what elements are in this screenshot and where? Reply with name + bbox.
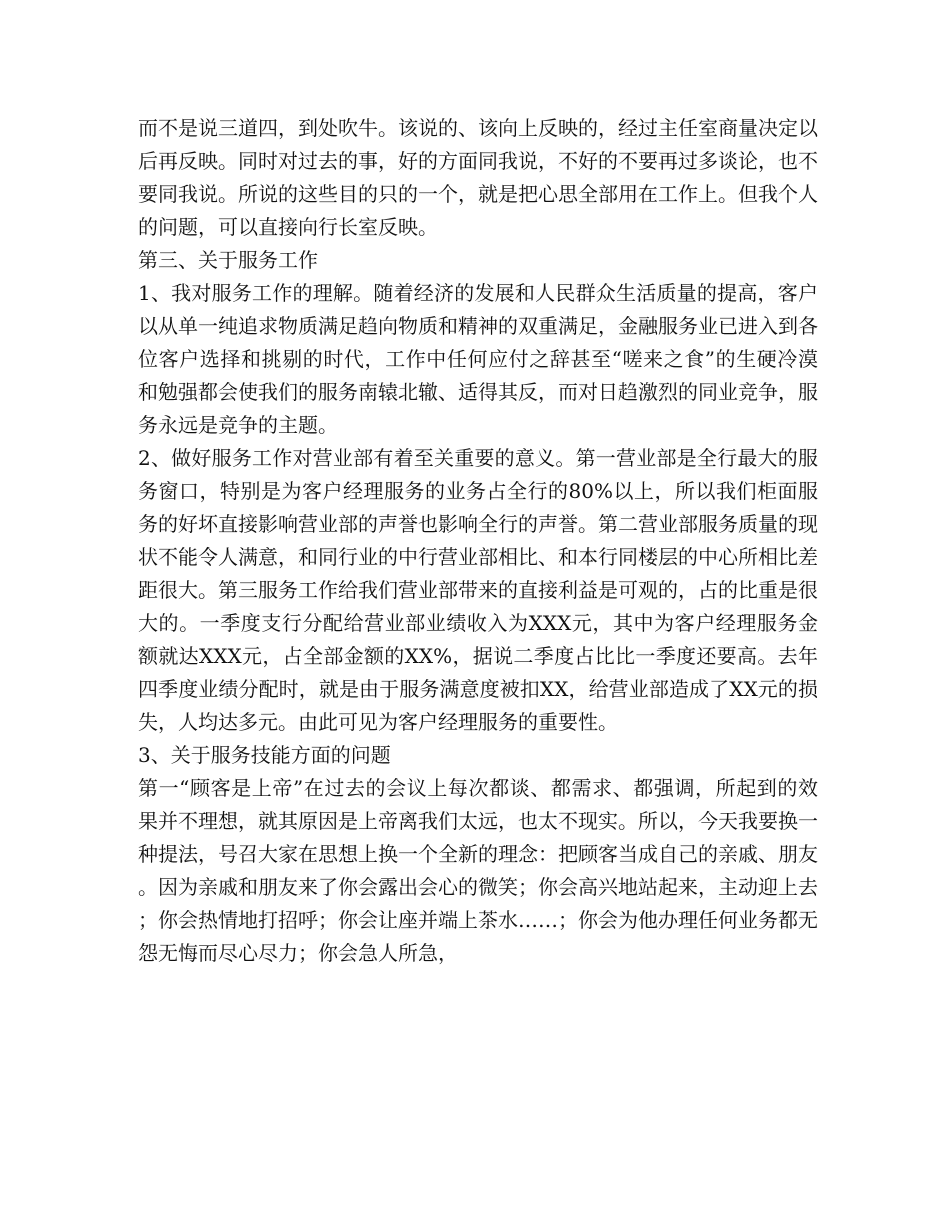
paragraph-intro-continuation: 而不是说三道四，到处吹牛。该说的、该向上反映的，经过主任室商量决定以后再反映。同时对过去的事，好的方面同我说，不好的不要再过多谈论，也不要同我说。所说的这些目的只的一个，就是把心思全部用在工作上。但我个人的问题，可以直接向行长室反映。: [138, 116, 818, 239]
paragraph-service-understanding: 1、我对服务工作的理解。随着经济的发展和人民群众生活质量的提高，客户以从单一纯追求物质满足趋向物质和精神的双重满足，金融服务业已进入到各位客户选择和挑剔的时代，工作中任何应付之辞甚至“嗟来之食”的生硬冷漠和勉强都会使我们的服务南辕北辙、适得其反，而对日趋激烈的同业竞争，服务永远是竞争的主题。: [138, 281, 818, 437]
document-page: [138, 112, 818, 970]
subheading-service-skills: 3、关于服务技能方面的问题: [138, 743, 391, 767]
paragraph-customer-concept: 第一“顾客是上帝”在过去的会议上每次都谈、都需求、都强调，所起到的效果并不理想，就其原因是上帝离我们太远，也太不现实。所以，今天我要换一种提法，号召大家在思想上换一个全新的理念：把顾客当成自己的亲戚、朋友。因为亲戚和朋友来了你会露出会心的微笑；你会高兴地站起来，主动迎上去；你会热情地打招呼；你会让座并端上茶水……；你会为他办理任何业务都无怨无悔而尽心尽力；你会急人所急，: [138, 776, 818, 965]
section-heading-service-work: 第三、关于服务工作: [138, 248, 318, 272]
paragraph-service-importance: 2、做好服务工作对营业部有着至关重要的意义。第一营业部是全行最大的服务窗口，特别是为客户经理服务的业务占全行的80%以上，所以我们柜面服务的好坏直接影响营业部的声誉也影响全行的声誉。第二营业部服务质量的现状不能令人满意，和同行业的中行营业部相比、和本行同楼层的中心所相比差距很大。第三服务工作给我们营业部带来的直接利益是可观的，占的比重是很大的。一季度支行分配给营业部业绩收入为XXX元，其中为客户经理服务金额就达XXX元，占全部金额的XX%，据说二季度占比比一季度还要高。去年四季度业绩分配时，就是由于服务满意度被扣XX，给营业部造成了XX元的损失，人均达多元。由此可见为客户经理服务的重要性。: [138, 446, 818, 734]
